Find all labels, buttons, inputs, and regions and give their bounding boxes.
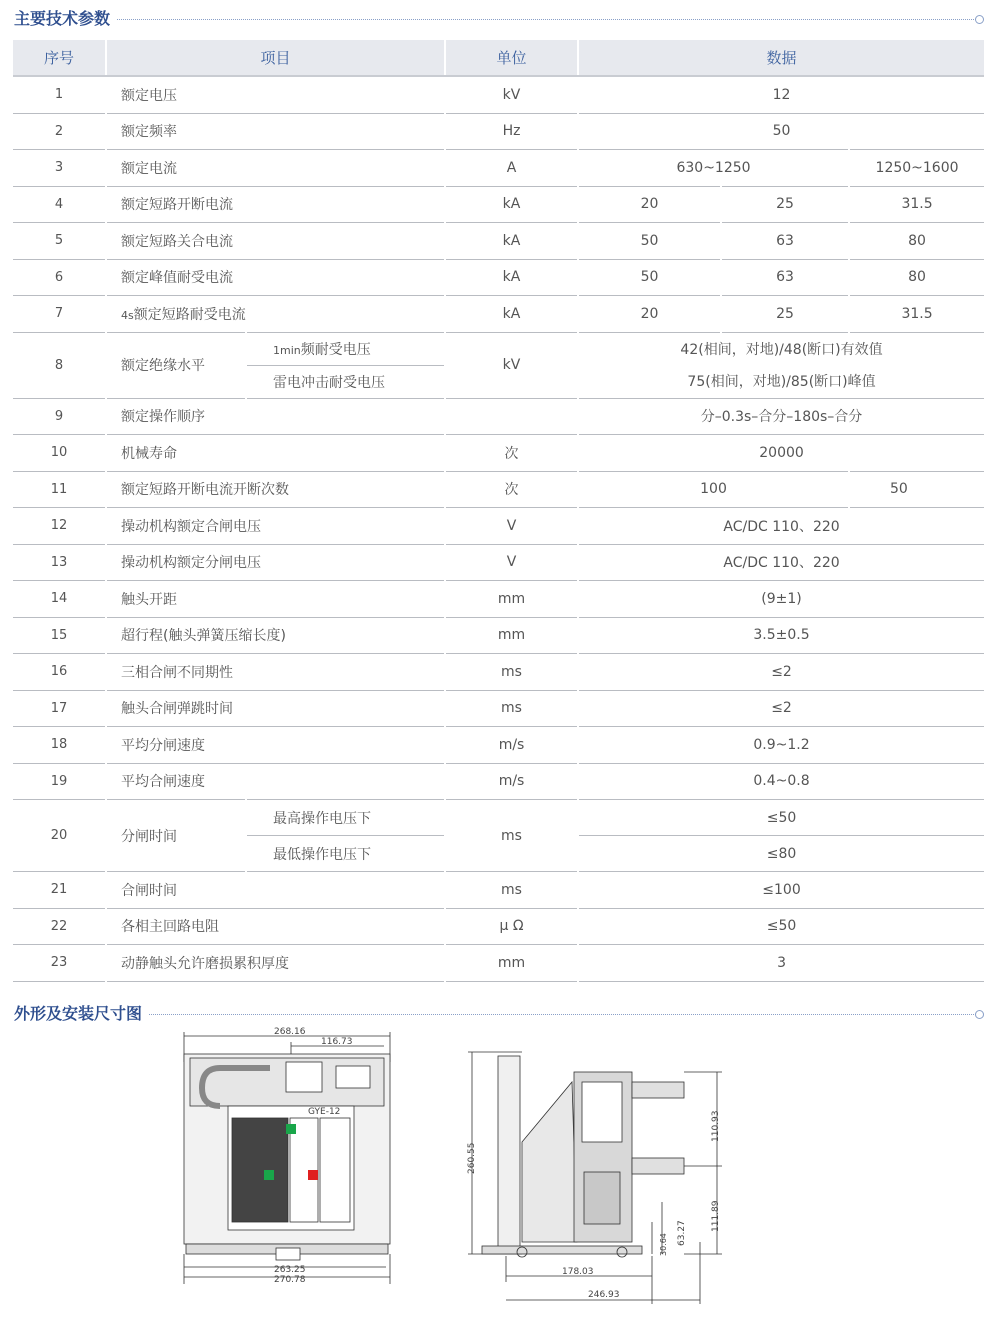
- row-unit: [445, 398, 578, 435]
- row-data-1: ≤50: [578, 800, 984, 836]
- spec-table: [13, 40, 984, 982]
- row-unit: V: [445, 508, 578, 545]
- row-no: 13: [13, 544, 106, 581]
- row-unit: kV: [445, 76, 578, 113]
- table-row: [13, 508, 984, 545]
- table-row: [13, 727, 984, 764]
- row-data-2: 1250~1600: [849, 150, 984, 187]
- row-no: 8: [13, 332, 106, 398]
- row-item: 机械寿命: [106, 435, 445, 472]
- row-data-2: 63: [721, 259, 849, 296]
- row-data: 50: [578, 113, 984, 150]
- row-data-1: 50: [578, 259, 721, 296]
- side-view-drawing: [462, 1042, 732, 1310]
- dim-top-total: 268.16: [274, 1027, 306, 1037]
- row-subitem-prefix: 1min: [273, 343, 301, 357]
- row-unit: kA: [445, 259, 578, 296]
- row-item: 平均合闸速度: [106, 763, 445, 800]
- row-item: 额定短路开断电流开断次数: [106, 471, 445, 508]
- row-data: AC/DC 110、220: [578, 508, 984, 545]
- table-row: [13, 332, 984, 365]
- row-no: 1: [13, 76, 106, 113]
- row-data-2: 75(相间，对地)/85(断口)峰值: [578, 365, 984, 398]
- table-row: [13, 690, 984, 727]
- row-item: 触头开距: [106, 581, 445, 618]
- row-unit: ms: [445, 872, 578, 909]
- header-unit: 单位: [445, 40, 578, 76]
- table-row: [13, 617, 984, 654]
- row-data: (9±1): [578, 581, 984, 618]
- row-no: 18: [13, 727, 106, 764]
- row-no: 16: [13, 654, 106, 691]
- row-unit: 次: [445, 435, 578, 472]
- row-no: 17: [13, 690, 106, 727]
- dim-bottom-2: 270.78: [274, 1275, 306, 1285]
- row-no: 20: [13, 800, 106, 872]
- row-data: ≤2: [578, 690, 984, 727]
- row-data: 0.9~1.2: [578, 727, 984, 764]
- section-end-circle: [975, 15, 984, 24]
- dim-height: 260.55: [467, 1142, 477, 1174]
- row-unit: Hz: [445, 113, 578, 150]
- row-data: ≤100: [578, 872, 984, 909]
- row-item: 分闸时间: [106, 800, 246, 872]
- table-row: [13, 223, 984, 260]
- table-row: [13, 581, 984, 618]
- row-data: 分–0.3s–合分–180s–合分: [578, 398, 984, 435]
- section-title: 外形及安装尺寸图: [14, 1003, 148, 1025]
- row-data-1: 20: [578, 296, 721, 333]
- table-row: [13, 296, 984, 333]
- row-subitem-2: 雷电冲击耐受电压: [246, 365, 445, 398]
- row-unit: A: [445, 150, 578, 187]
- row-no: 4: [13, 186, 106, 223]
- row-no: 3: [13, 150, 106, 187]
- row-data-3: 80: [849, 223, 984, 260]
- header-item: 项目: [106, 40, 445, 76]
- row-no: 5: [13, 223, 106, 260]
- row-no: 7: [13, 296, 106, 333]
- row-data: 0.4~0.8: [578, 763, 984, 800]
- row-item: 三相合闸不同期性: [106, 654, 445, 691]
- row-item: 额定短路开断电流: [106, 186, 445, 223]
- row-unit: m/s: [445, 727, 578, 764]
- table-row: [13, 908, 984, 945]
- row-unit: ms: [445, 654, 578, 691]
- row-data-3: 31.5: [849, 186, 984, 223]
- nameplate-label: GYE-12: [308, 1107, 341, 1117]
- row-item-text: 额定短路耐受电流: [133, 306, 246, 323]
- red-indicator: [308, 1170, 318, 1180]
- dim-bottom-1: 263.25: [274, 1265, 306, 1275]
- table-row: [13, 113, 984, 150]
- section-end-circle: [975, 1010, 984, 1019]
- row-data: 12: [578, 76, 984, 113]
- row-unit: kA: [445, 296, 578, 333]
- row-unit: mm: [445, 581, 578, 618]
- row-data: ≤2: [578, 654, 984, 691]
- row-data: 20000: [578, 435, 984, 472]
- row-data-2: 50: [849, 471, 984, 508]
- table-row: [13, 259, 984, 296]
- dim-base-1: 178.03: [562, 1267, 594, 1277]
- row-unit: 次: [445, 471, 578, 508]
- row-no: 12: [13, 508, 106, 545]
- row-unit: mm: [445, 617, 578, 654]
- table-row: [13, 471, 984, 508]
- table-row: [13, 398, 984, 435]
- row-data-2: 25: [721, 186, 849, 223]
- row-data-1: 100: [578, 471, 849, 508]
- row-data: 3: [578, 945, 984, 982]
- dim-base-2: 246.93: [588, 1290, 620, 1300]
- table-row: [13, 654, 984, 691]
- dim-upper: 110.93: [711, 1110, 721, 1142]
- row-data: 3.5±0.5: [578, 617, 984, 654]
- row-no: 6: [13, 259, 106, 296]
- header-no: 序号: [13, 40, 106, 76]
- row-data-3: 80: [849, 259, 984, 296]
- row-unit: V: [445, 544, 578, 581]
- row-subitem-1: [246, 332, 445, 365]
- row-no: 10: [13, 435, 106, 472]
- dim-top-half: 116.73: [321, 1037, 353, 1047]
- section-header-params: [14, 8, 984, 32]
- dim-lower: 111.89: [711, 1200, 721, 1232]
- table-row: [13, 763, 984, 800]
- green-indicator: [264, 1170, 274, 1180]
- header-data: 数据: [578, 40, 984, 76]
- row-item: 合闸时间: [106, 872, 445, 909]
- row-item: 各相主回路电阻: [106, 908, 445, 945]
- row-data-1: 50: [578, 223, 721, 260]
- dim-63: 63.27: [677, 1220, 687, 1246]
- row-data-1: 42(相间，对地)/48(断口)有效值: [578, 332, 984, 365]
- row-subitem-2: 最低操作电压下: [246, 836, 445, 872]
- section-title: 主要技术参数: [14, 8, 116, 30]
- table-row: [13, 150, 984, 187]
- row-item: 触头合闸弹跳时间: [106, 690, 445, 727]
- table-row: [13, 800, 984, 836]
- row-item: [106, 296, 445, 333]
- table-header-row: [13, 40, 984, 76]
- table-row: [13, 544, 984, 581]
- row-no: 22: [13, 908, 106, 945]
- table-row: [13, 76, 984, 113]
- row-item: 操动机构额定合闸电压: [106, 508, 445, 545]
- row-data-1: 630~1250: [578, 150, 849, 187]
- section-header-drawing: [14, 1003, 984, 1027]
- row-unit: μ Ω: [445, 908, 578, 945]
- row-item: 操动机构额定分闸电压: [106, 544, 445, 581]
- row-unit: kA: [445, 186, 578, 223]
- row-subitem-1: 最高操作电压下: [246, 800, 445, 836]
- row-data-2: ≤80: [578, 836, 984, 872]
- row-unit: ms: [445, 690, 578, 727]
- row-item: 额定操作顺序: [106, 398, 445, 435]
- table-row: [13, 186, 984, 223]
- row-item: 额定短路关合电流: [106, 223, 445, 260]
- front-view-drawing: [176, 1022, 406, 1287]
- row-item: 额定电压: [106, 76, 445, 113]
- row-item: 平均分闸速度: [106, 727, 445, 764]
- green-indicator: [286, 1124, 296, 1134]
- section-dotted-line: [14, 19, 976, 20]
- row-no: 15: [13, 617, 106, 654]
- section-dotted-line: [14, 1014, 976, 1015]
- row-item: 额定绝缘水平: [106, 332, 246, 398]
- table-row: [13, 945, 984, 982]
- row-data-3: 31.5: [849, 296, 984, 333]
- row-unit: kV: [445, 332, 578, 398]
- row-unit: m/s: [445, 763, 578, 800]
- row-no: 2: [13, 113, 106, 150]
- row-data-1: 20: [578, 186, 721, 223]
- row-item: 动静触头允许磨损累积厚度: [106, 945, 445, 982]
- row-item: 额定频率: [106, 113, 445, 150]
- table-row: [13, 435, 984, 472]
- row-data-2: 25: [721, 296, 849, 333]
- table-row: [13, 872, 984, 909]
- row-item: 额定峰值耐受电流: [106, 259, 445, 296]
- dim-30: 30.64: [659, 1233, 668, 1256]
- row-data-2: 63: [721, 223, 849, 260]
- row-data: ≤50: [578, 908, 984, 945]
- row-no: 19: [13, 763, 106, 800]
- row-no: 11: [13, 471, 106, 508]
- row-item-prefix: 4s: [121, 308, 134, 322]
- row-unit: ms: [445, 800, 578, 872]
- row-no: 9: [13, 398, 106, 435]
- row-unit: kA: [445, 223, 578, 260]
- row-no: 14: [13, 581, 106, 618]
- row-no: 23: [13, 945, 106, 982]
- row-unit: mm: [445, 945, 578, 982]
- row-item: 超行程(触头弹簧压缩长度): [106, 617, 445, 654]
- row-no: 21: [13, 872, 106, 909]
- row-item: 额定电流: [106, 150, 445, 187]
- row-subitem-text: 频耐受电压: [300, 341, 371, 358]
- row-data: AC/DC 110、220: [578, 544, 984, 581]
